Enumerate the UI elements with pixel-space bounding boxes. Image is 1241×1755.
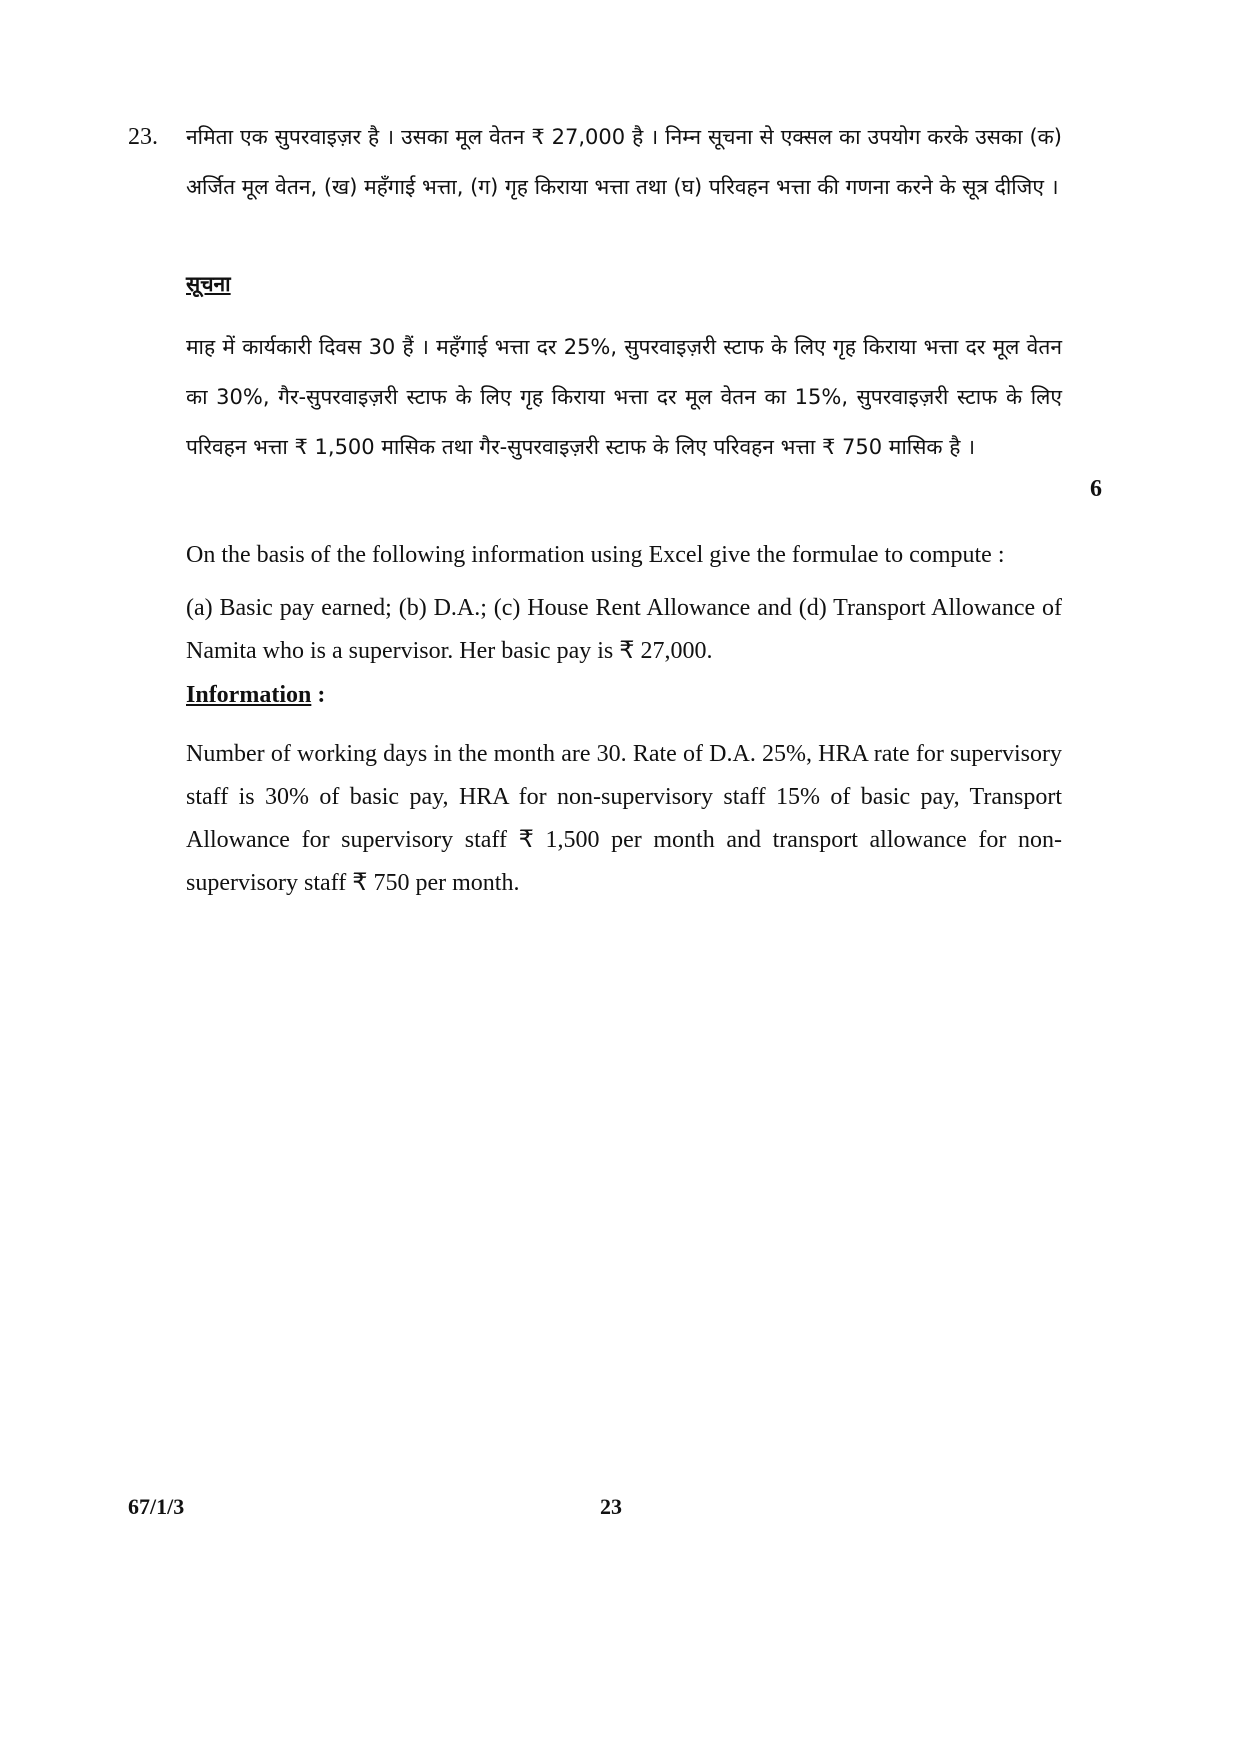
information-heading-label: Information [186, 682, 312, 708]
information-text-english: Number of working days in the month are 30. Rate of D.A. 25%, HRA rate for supervisory staff is 30% of basic pay, HRA for non-supervisory staff 15% of basic pay, Transport Allowance for supervisory staff ₹ 1,500 per month and transport allowance for non-supervisory staff ₹ 750 per month. [186, 741, 1062, 896]
question-parts-english: (a) Basic pay earned; (b) D.A.; (c) House Rent Allowance and (d) Transport Allowance of Namita who is a supervisor. Her basic pay is ₹ 27,000. [186, 595, 1062, 664]
question-number: 23. [128, 124, 158, 150]
information-heading-colon: : [311, 682, 326, 708]
paper-code: 67/1/3 [128, 1494, 185, 1519]
page-number: 23 [600, 1494, 622, 1519]
information-heading-english [186, 682, 325, 709]
question-intro-english: On the basis of the following information using Excel give the formulae to compute : [186, 542, 1005, 568]
question-text-hindi: नमिता एक सुपरवाइज़र है । उसका मूल वेतन ₹ 27,000 है । निम्न सूचना से एक्सल का उपयोग करके उसका (क) अर्जित मूल वेतन, (ख) महँगाई भत्ता, (ग) गृह किराया भत्ता तथा (घ) परिवहन भत्ता की गणना करने के सूत्र दीजिए । [186, 125, 1062, 199]
information-heading-hindi: सूचना [186, 272, 231, 296]
question-marks: 6 [1090, 476, 1102, 502]
information-text-hindi: माह में कार्यकारी दिवस 30 हैं । महँगाई भत्ता दर 25%, सुपरवाइज़री स्टाफ के लिए गृह किराया भत्ता दर मूल वेतन का 30%, गैर-सुपरवाइज़री स्टाफ के लिए गृह किराया भत्ता दर मूल वेतन का 15%, सुपरवाइज़री स्टाफ के लिए परिवहन भत्ता ₹ 1,500 मासिक तथा गैर-सुपरवाइज़री स्टाफ के लिए परिवहन भत्ता ₹ 750 मासिक है । [186, 335, 1062, 459]
